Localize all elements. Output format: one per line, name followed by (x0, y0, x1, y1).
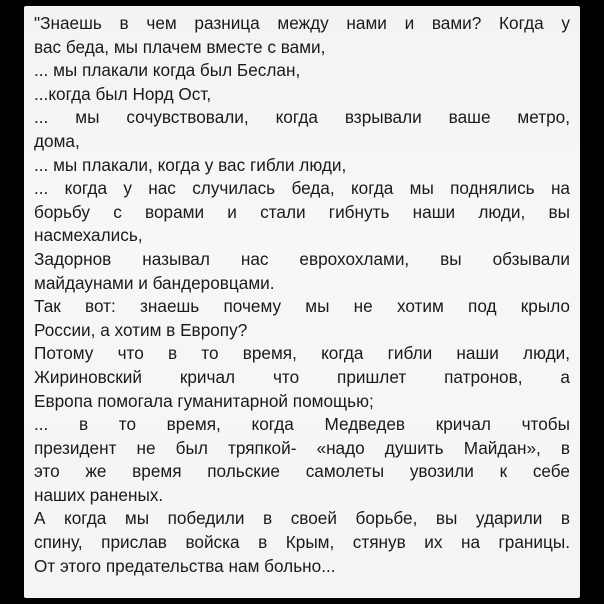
text-line: От этого предательства нам больно... (34, 555, 336, 576)
text-line: дома, (34, 130, 80, 151)
text-line: "Знаешь в чем разница между нами и вами? Когда у (34, 13, 570, 33)
text-line: Потому что в то время, когда гибли наши люди, (34, 343, 570, 364)
text-line: спину, прислав войска в Крым, стянув их на границы. (34, 532, 570, 553)
text-line: ... когда у нас случилась беда, когда мы поднялись на (34, 178, 570, 199)
text-line: ... мы плакали когда был Беслан, (34, 60, 301, 81)
text-line: ... мы плакали, когда у вас гибли люди, (34, 154, 347, 175)
text-line: Европа помогала гуманитарной помощью; (34, 390, 374, 411)
text-line: насмехались, (34, 225, 143, 246)
text-line: Так вот: знаешь почему мы не хотим под крыло (34, 296, 570, 317)
text-line: президент не был тряпкой- «надо душить Майдан», в (34, 437, 570, 458)
text-line: ... в то время, когда Медведев кричал чтобы (34, 414, 570, 435)
text-line: это же время польские самолеты увозили к себе (34, 461, 570, 482)
text-line: борьбу с ворами и стали гибнуть наши люди, вы (34, 201, 570, 222)
text-line: ... мы сочувствовали, когда взрывали ваше метро, (34, 107, 570, 128)
text-line: Задорнов называл нас еврохохлами, вы обзывали (34, 248, 570, 269)
text-page (24, 6, 580, 598)
text-line: ...когда был Норд Ост, (34, 83, 212, 104)
text-line: вас беда, мы плачем вместе с вами, (34, 36, 326, 57)
text-line: наших раненых. (34, 484, 164, 505)
text-line: России, а хотим в Европу? (34, 319, 248, 340)
quote-body (34, 12, 570, 578)
text-line: А когда мы победили в своей борьбе, вы ударили в (34, 508, 570, 529)
text-line: майдаунами и бандеровцами. (34, 272, 275, 293)
text-line: Жириновский кричал что пришлет патронов, а (34, 366, 570, 387)
